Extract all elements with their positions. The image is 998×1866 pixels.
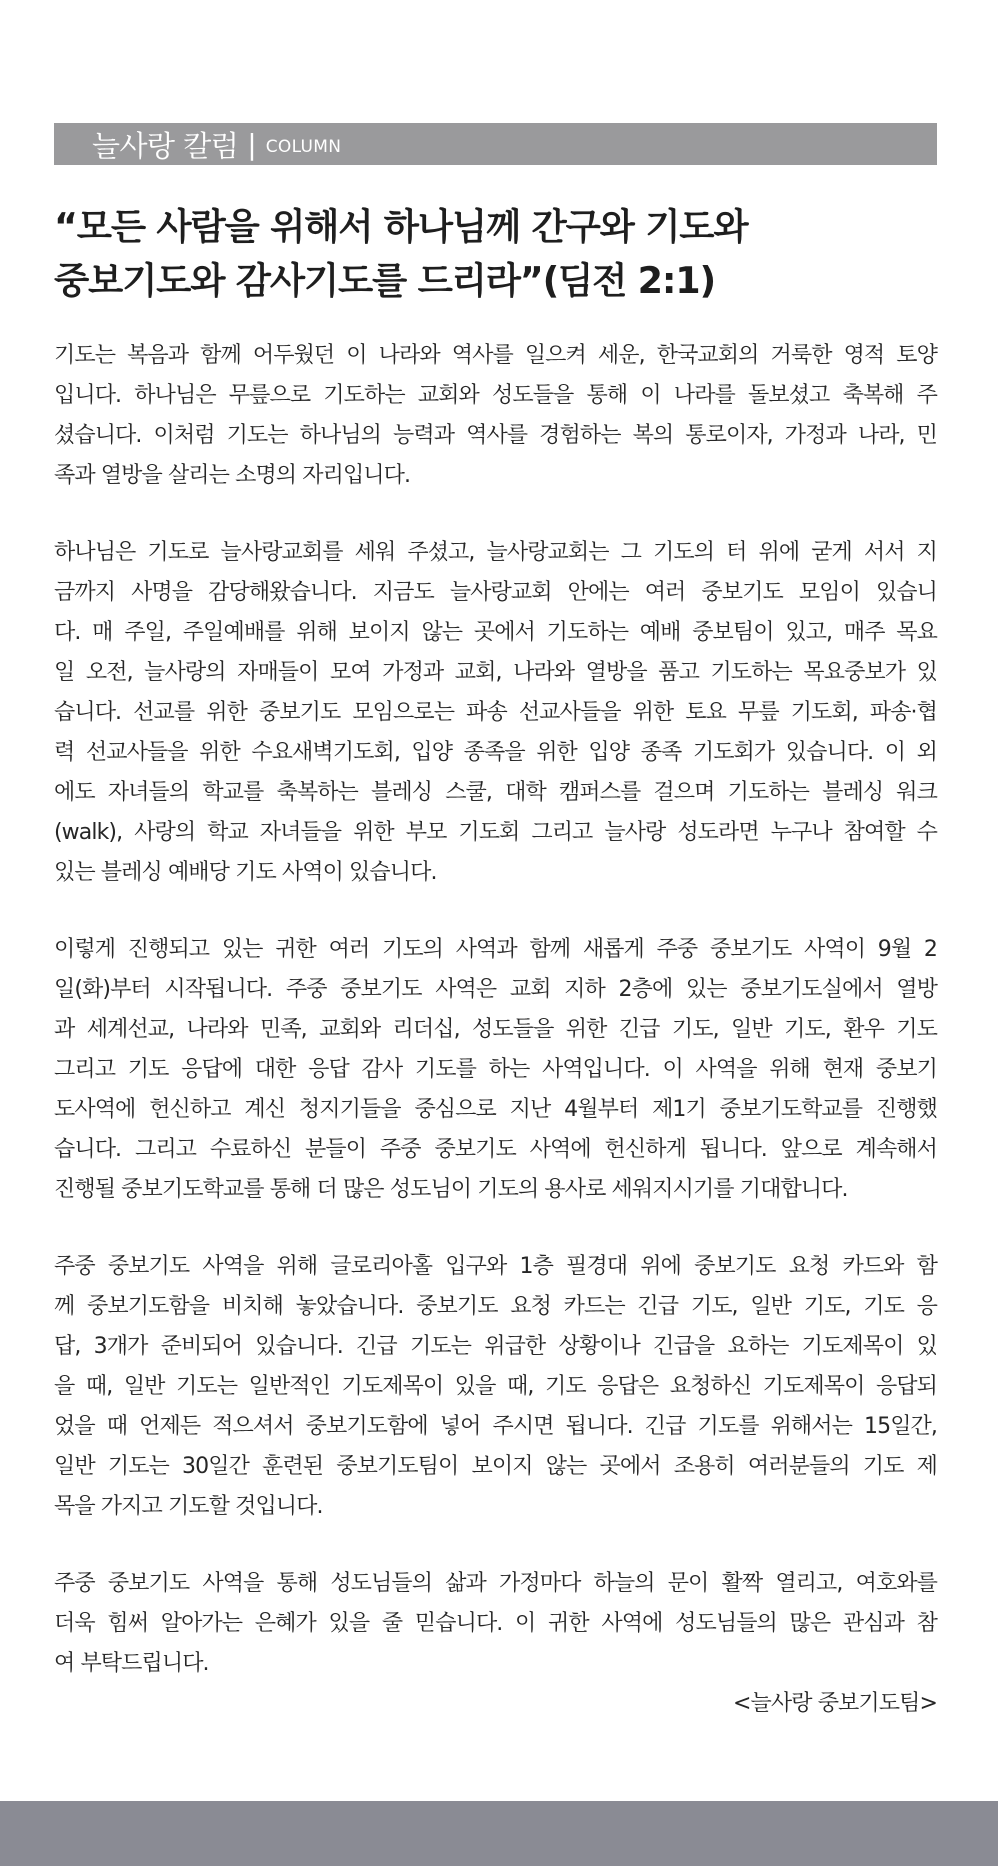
paragraph-line: 셨습니다. 이처럼 기도는 하나님의 능력과 역사를 경험하는 복의 통로이자, 가정과 나라, 민 bbox=[54, 423, 937, 448]
paragraph-line: 더욱 힘써 알아가는 은혜가 있을 줄 믿습니다. 이 귀한 사역에 성도님들의 많은 관심과 참 bbox=[54, 1611, 937, 1636]
paragraph-line: 일 오전, 늘사랑의 자매들이 모여 가정과 교회, 나라와 열방을 품고 기도하는 목요중보가 있 bbox=[54, 660, 937, 685]
paragraph-line: 하나님은 기도로 늘사랑교회를 세워 주셨고, 늘사랑교회는 그 기도의 터 위에 굳게 서서 지 bbox=[54, 540, 937, 565]
paragraph-line: 습니다. 선교를 위한 중보기도 모임으로는 파송 선교사들을 위한 토요 무릎 기도회, 파송·협 bbox=[54, 700, 937, 725]
paragraph-line: 과 세계선교, 나라와 민족, 교회와 리더십, 성도들을 위한 긴급 기도, 일반 기도, 환우 기도 bbox=[54, 1017, 937, 1042]
article-paragraph bbox=[54, 1247, 937, 1527]
article-paragraph bbox=[54, 336, 937, 496]
article-paragraph bbox=[54, 930, 937, 1210]
paragraph-line: 이렇게 진행되고 있는 귀한 여러 기도의 사역과 함께 새롭게 주중 중보기도 사역이 9월 2 bbox=[54, 937, 937, 962]
article-headline bbox=[54, 200, 944, 308]
paragraph-line: 었을 때 언제든 적으셔서 중보기도함에 넣어 주시면 됩니다. 긴급 기도를 위해서는 15일간, bbox=[54, 1414, 937, 1439]
paragraph-line: 진행될 중보기도학교를 통해 더 많은 성도님이 기도의 용사로 세워지시기를 기대합니다. bbox=[54, 1177, 848, 1202]
author-signature: <늘사랑 중보기도팀> bbox=[733, 1691, 937, 1716]
paragraph-line: 주중 중보기도 사역을 통해 성도님들의 삶과 가정마다 하늘의 문이 활짝 열리고, 여호와를 bbox=[54, 1571, 937, 1596]
paragraph-line: 력 선교사들을 위한 수요새벽기도회, 입양 종족을 위한 입양 종족 기도회가 있습니다. 이 외 bbox=[54, 740, 937, 765]
paragraph-line: 족과 열방을 살리는 소명의 자리입니다. bbox=[54, 463, 411, 488]
paragraph-line: 답, 3개가 준비되어 있습니다. 긴급 기도는 위급한 상황이나 긴급을 요하는 기도제목이 있 bbox=[54, 1334, 937, 1359]
paragraph-line: 도사역에 헌신하고 계신 청지기들을 중심으로 지난 4월부터 제1기 중보기도학교를 진행했 bbox=[54, 1097, 937, 1122]
article-paragraph bbox=[54, 1564, 937, 1724]
column-header-bar bbox=[54, 123, 937, 165]
paragraph-line: 금까지 사명을 감당해왔습니다. 지금도 늘사랑교회 안에는 여러 중보기도 모임이 있습니 bbox=[54, 580, 937, 605]
column-section-subtitle: COLUMN bbox=[265, 137, 342, 157]
headline-line-1: “모든 사람을 위해서 하나님께 간구와 기도와 bbox=[54, 205, 748, 248]
paragraph-line: 다. 매 주일, 주일예배를 위해 보이지 않는 곳에서 기도하는 예배 중보팀이 있고, 매주 목요 bbox=[54, 620, 937, 645]
paragraph-line: 목을 가지고 기도할 것입니다. bbox=[54, 1494, 323, 1519]
paragraph-line: 을 때, 일반 기도는 일반적인 기도제목이 있을 때, 기도 응답은 요청하신 기도제목이 응답되 bbox=[54, 1374, 937, 1399]
paragraph-line: 기도는 복음과 함께 어두웠던 이 나라와 역사를 일으켜 세운, 한국교회의 거룩한 영적 토양 bbox=[54, 343, 937, 368]
footer-band bbox=[0, 1801, 998, 1866]
paragraph-line: 주중 중보기도 사역을 위해 글로리아홀 입구와 1층 필경대 위에 중보기도 요청 카드와 함 bbox=[54, 1254, 937, 1279]
paragraph-line: 입니다. 하나님은 무릎으로 기도하는 교회와 성도들을 통해 이 나라를 돌보셨고 축복해 주 bbox=[54, 383, 937, 408]
column-section-title: 늘사랑 칼럼 bbox=[92, 128, 239, 163]
paragraph-line: 께 중보기도함을 비치해 놓았습니다. 중보기도 요청 카드는 긴급 기도, 일반 기도, 기도 응 bbox=[54, 1294, 937, 1319]
paragraph-line: 있는 블레싱 예배당 기도 사역이 있습니다. bbox=[54, 860, 437, 885]
paragraph-line: 일(화)부터 시작됩니다. 주중 중보기도 사역은 교회 지하 2층에 있는 중보기도실에서 열방 bbox=[54, 977, 937, 1002]
paragraph-line: 그리고 기도 응답에 대한 응답 감사 기도를 하는 사역입니다. 이 사역을 위해 현재 중보기 bbox=[54, 1057, 937, 1082]
paragraph-line: (walk), 사랑의 학교 자녀들을 위한 부모 기도회 그리고 늘사랑 성도라면 누구나 참여할 수 bbox=[54, 820, 937, 845]
article-paragraph bbox=[54, 533, 937, 893]
column-separator: | bbox=[247, 127, 257, 161]
paragraph-line: 에도 자녀들의 학교를 축복하는 블레싱 스쿨, 대학 캠퍼스를 걸으며 기도하는 블레싱 워크 bbox=[54, 780, 937, 805]
paragraph-line: 여 부탁드립니다. bbox=[54, 1651, 209, 1676]
headline-line-2: 중보기도와 감사기도를 드리라”(딤전 2:1) bbox=[54, 259, 715, 302]
article-body bbox=[54, 336, 937, 1724]
paragraph-line: 습니다. 그리고 수료하신 분들이 주중 중보기도 사역에 헌신하게 됩니다. 앞으로 계속해서 bbox=[54, 1137, 937, 1162]
paragraph-line: 일반 기도는 30일간 훈련된 중보기도팀이 보이지 않는 곳에서 조용히 여러분들의 기도 제 bbox=[54, 1454, 937, 1479]
